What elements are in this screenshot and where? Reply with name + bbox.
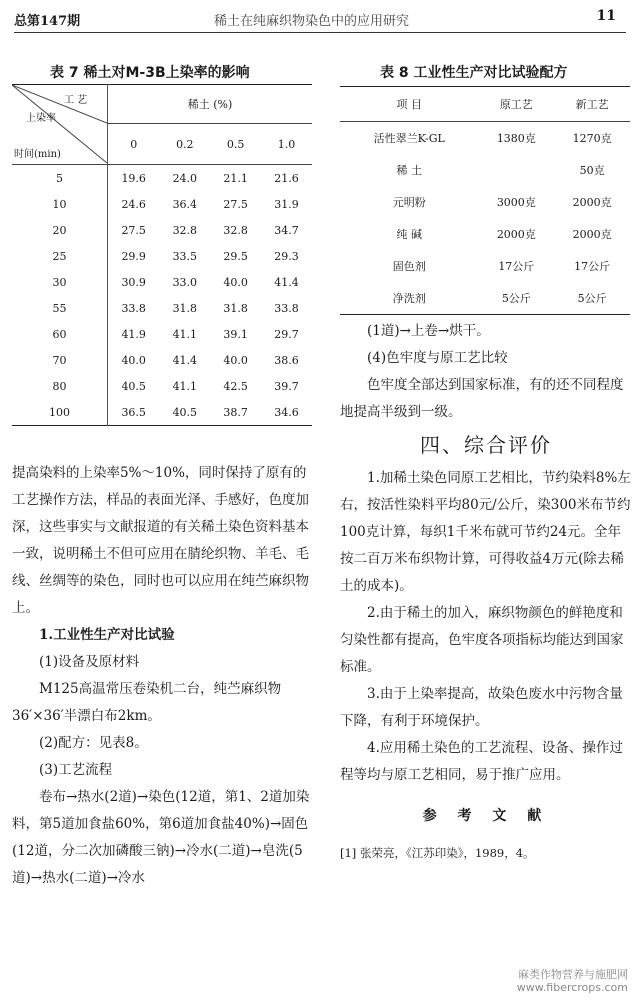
value-cell: 21.6 (274, 171, 299, 185)
table-cell: 元明粉 (392, 196, 426, 209)
value-cell: 41.1 (172, 327, 198, 341)
issue-number: 总第147期 (14, 14, 81, 29)
time-cell: 10 (52, 197, 67, 211)
table-cell: 17公斤 (498, 260, 535, 273)
running-title: 稀土在纯麻织物染色中的应用研究 (214, 14, 410, 29)
table7-col-header: 0.5 (226, 137, 245, 151)
value-cell: 40.5 (108, 373, 160, 399)
table-cell: 净洗剂 (340, 282, 478, 315)
table-row (12, 295, 312, 321)
table-cell: 5公斤 (554, 282, 630, 315)
table-cell: 2000克 (572, 196, 612, 209)
value-cell: 34.7 (274, 223, 299, 237)
watermark (517, 968, 628, 994)
table8-caption: 表 8 工业性生产对比试验配方 (380, 65, 568, 81)
paragraph: 卷布→热水(2道)→染色(12道，第1、2道加染料，第5道加食盐60%，第6道加食盐40%)→固色(12道，分二次加磷酸三钠)→冷水(二道)→皂洗(5道)→热水(二道)→冷水 (12, 789, 310, 886)
table-row (340, 186, 630, 218)
value-cell: 33.8 (274, 301, 299, 315)
page-header (14, 6, 626, 32)
table8-header-item: 项 目 (340, 87, 478, 122)
table-cell: 纯 碱 (396, 228, 422, 241)
value-cell: 33.0 (172, 275, 198, 289)
value-cell: 34.6 (274, 405, 299, 419)
list-item: 1.加稀土染色同原工艺相比，节约染料8%左右，按活性染料平均80元/公斤，染300米布节约100克计算，每织1千米布就可节约24元。全年按二百万米布织物计算，可得收益4万元(除去稀土的成本)。 (340, 470, 631, 594)
time-cell: 55 (52, 301, 67, 315)
subheading: (1)设备及原材料 (39, 654, 140, 670)
value-cell: 27.5 (108, 217, 160, 243)
value-cell: 29.3 (274, 249, 299, 263)
value-cell: 41.9 (108, 321, 160, 347)
value-cell: 31.9 (274, 197, 299, 211)
table7-col-header: 0 (108, 124, 160, 165)
table-cell: 固色剂 (392, 260, 426, 273)
table8-header-old: 原工艺 (478, 87, 554, 122)
diag-label-dye-uptake: 上染率 (26, 113, 56, 124)
table-row (12, 269, 312, 295)
value-cell: 32.8 (172, 223, 198, 237)
header-rule (14, 32, 626, 33)
value-cell: 30.9 (108, 269, 160, 295)
time-cell: 100 (49, 405, 70, 419)
table-row (12, 191, 312, 217)
table-row (340, 250, 630, 282)
value-cell: 41.4 (172, 353, 198, 367)
subheading: (2)配方：见表8。 (39, 735, 148, 751)
table-row (12, 165, 312, 192)
watermark-site-name: 麻类作物营养与施肥网 (518, 968, 628, 981)
table-cell: 50克 (579, 164, 605, 177)
value-cell: 42.5 (223, 379, 248, 393)
value-cell: 24.6 (108, 191, 160, 217)
list-item: 3.由于上染率提高，故染色废水中污物含量下降，有利于环境保护。 (340, 686, 623, 729)
value-cell: 38.6 (274, 353, 299, 367)
table-row (12, 321, 312, 347)
table-row (340, 154, 630, 186)
table-row (12, 347, 312, 373)
table-row (12, 217, 312, 243)
time-cell: 5 (56, 171, 63, 185)
value-cell: 40.0 (223, 353, 248, 367)
list-item: 2.由于稀土的加入，麻织物颜色的鲜艳度和匀染性都有提高，色牢度各项指标均能达到国家标准。 (340, 605, 624, 675)
value-cell: 39.1 (223, 327, 248, 341)
value-cell: 40.0 (223, 275, 248, 289)
subheading: (4)色牢度与原工艺比较 (367, 350, 508, 366)
table-cell: 2000克 (572, 228, 612, 241)
value-cell: 36.4 (172, 197, 198, 211)
paragraph: (1道)→上卷→烘干。 (367, 323, 490, 339)
value-cell: 33.8 (108, 295, 160, 321)
value-cell: 24.0 (172, 171, 198, 185)
value-cell: 32.8 (223, 223, 248, 237)
time-cell: 30 (52, 275, 67, 289)
table-row (340, 218, 630, 250)
value-cell: 21.1 (223, 171, 248, 185)
table-row (340, 122, 630, 155)
table-row (12, 373, 312, 399)
paragraph: 色牢度全部达到国家标准，有的还不同程度地提高半级到一级。 (340, 377, 624, 420)
table8-header-new: 新工艺 (554, 87, 630, 122)
time-cell: 80 (52, 379, 67, 393)
value-cell: 36.5 (108, 399, 160, 426)
table-cell: 活性翠兰K-GL (373, 132, 445, 145)
section-heading: 四、综合评价 (420, 433, 552, 457)
list-item: 4.应用稀土染色的工艺流程、设备、操作过程等均与原工艺相同，易于推广应用。 (340, 740, 623, 783)
value-cell: 41.1 (172, 379, 198, 393)
value-cell: 31.8 (223, 301, 248, 315)
value-cell: 27.5 (223, 197, 248, 211)
value-cell: 31.8 (172, 301, 198, 315)
table7-col-header: 0.2 (176, 137, 194, 151)
references-heading: 参 考 文 献 (422, 808, 550, 824)
table-row (12, 243, 312, 269)
watermark-url: www.fibercrops.com (516, 981, 628, 994)
table-row (12, 399, 312, 426)
diag-label-process: 工 艺 (64, 95, 88, 106)
value-cell: 39.7 (274, 379, 299, 393)
paragraph: M125高温常压卷染机二台，纯苎麻织物36′×36′半漂白布2km。 (12, 681, 282, 724)
subheading: (3)工艺流程 (39, 762, 113, 778)
right-column-text (340, 318, 632, 867)
table-cell: 1380克 (496, 132, 536, 145)
table-cell: 稀 土 (396, 164, 422, 177)
subheading: 1.工业性生产对比试验 (39, 627, 175, 643)
table8 (340, 86, 630, 315)
value-cell: 41.4 (274, 275, 299, 289)
diag-label-time: 时间(min) (14, 149, 61, 160)
value-cell: 38.7 (223, 405, 248, 419)
table-cell: 5公斤 (478, 282, 554, 315)
left-column-text (12, 460, 312, 892)
table7 (12, 84, 312, 426)
page-number: 11 (596, 8, 616, 24)
value-cell: 29.5 (223, 249, 248, 263)
value-cell: 40.5 (172, 405, 198, 419)
time-cell: 20 (52, 223, 67, 237)
table-cell (478, 154, 554, 186)
table-cell: 1270克 (572, 132, 612, 145)
time-cell: 60 (52, 327, 67, 341)
value-cell: 33.5 (172, 249, 198, 263)
value-cell: 29.7 (274, 327, 299, 341)
table7-col-header: 1.0 (277, 137, 296, 151)
reference-item: [1] 张荣亮，《江苏印染》，1989，4。 (340, 846, 535, 860)
time-cell: 25 (52, 249, 67, 263)
time-cell: 70 (52, 353, 67, 367)
value-cell: 19.6 (108, 165, 160, 192)
value-cell: 40.0 (108, 347, 160, 373)
table-cell: 2000克 (496, 228, 536, 241)
value-cell: 29.9 (108, 243, 160, 269)
table7-diagonal-header (12, 85, 108, 165)
table7-caption: 表 7 稀土对M-3B上染率的影响 (50, 65, 250, 81)
table-cell: 3000克 (496, 196, 536, 209)
paragraph: 提高染料的上染率5%～10%，同时保持了原有的工艺操作方法，样品的表面光泽、手感好，色度加深，这些事实与文献报道的有关稀土染色资料基本一致，说明稀土不但可应用在腈纶织物、羊毛、毛线、丝绸等的染色，同时也可以应用在纯苎麻织物上。 (12, 465, 309, 616)
table-row (340, 282, 630, 315)
table7-group-header: 稀土 (%) (108, 85, 313, 124)
table-cell: 17公斤 (574, 260, 611, 273)
